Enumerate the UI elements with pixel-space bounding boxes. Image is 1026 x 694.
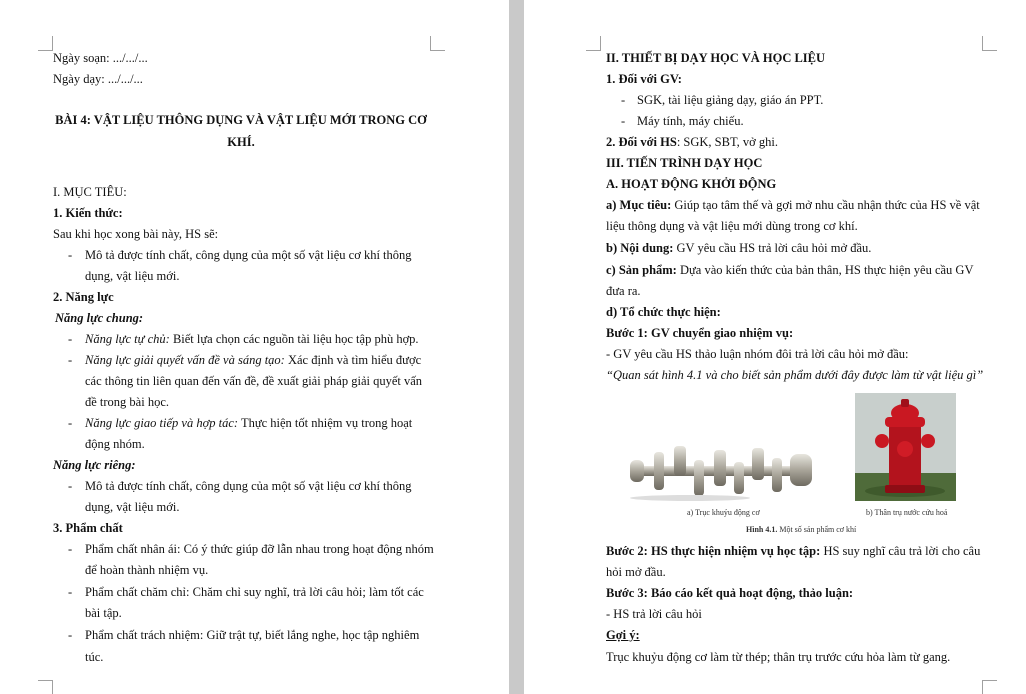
kien-thuc-item-cont: dụng, vật liệu mới.: [85, 269, 180, 283]
crop-mark: [430, 36, 445, 51]
buoc-2-text: HS suy nghĩ câu trả lời cho câu: [820, 544, 981, 558]
nlc-item-3-text: Thực hiện tốt nhiệm vụ trong hoạt: [238, 416, 413, 430]
quote-question: “Quan sát hình 4.1 và cho biết sản phẩm dưới đây được làm từ vật liệu gì”: [606, 368, 984, 382]
nlc-item-1: [85, 331, 419, 347]
bullet-dash: -: [68, 332, 73, 346]
doi-voi-hs-label: 2. Đối với HS: [606, 135, 677, 149]
heading-nang-luc-chung: Năng lực chung:: [55, 311, 144, 325]
nlr-item: Mô tả được tính chất, công dụng của một số vật liệu cơ khí thông: [85, 479, 412, 493]
bullet-dash: -: [68, 628, 73, 642]
bullet-dash: -: [68, 479, 73, 493]
nlc-item-3-label: Năng lực giao tiếp và hợp tác:: [85, 416, 239, 430]
kien-thuc-item: Mô tả được tính chất, công dụng của một số vật liệu cơ khí thông: [85, 248, 412, 262]
buoc-2-cont: hỏi mở đầu.: [606, 565, 666, 579]
nlc-item-1-label: Năng lực tự chủ:: [85, 332, 170, 346]
nlc-item-2-label: Năng lực giải quyết vấn đề và sáng tạo:: [85, 353, 285, 367]
san-pham-label: c) Sản phẩm:: [606, 263, 677, 277]
nlr-item-cont: dụng, vật liệu mới.: [85, 500, 180, 514]
nlc-item-3: [85, 415, 412, 431]
caption-crankshaft: a) Trục khuỷu động cơ: [687, 508, 760, 517]
bullet-dash: -: [68, 416, 73, 430]
crop-mark: [38, 36, 53, 51]
heading-to-chuc: d) Tổ chức thực hiện:: [606, 305, 721, 319]
san-pham-text: Dựa vào kiến thức của bản thân, HS thực hiện yêu cầu GV: [676, 263, 974, 277]
bullet-dash: -: [68, 585, 73, 599]
figure-caption: [746, 525, 856, 535]
pham-chat-item-1: Phẩm chất nhân ái: Có ý thức giúp đỡ lẫn nhau trong hoạt động nhóm: [85, 542, 434, 556]
heading-nang-luc: 2. Năng lực: [53, 290, 114, 304]
fire-hydrant-image: [855, 393, 956, 501]
pham-chat-item-3: Phẩm chất trách nhiệm: Giữ trật tự, biết lắng nghe, học tập nghiêm: [85, 628, 420, 642]
kien-thuc-intro: Sau khi học xong bài này, HS sẽ:: [53, 227, 219, 241]
nlc-item-2-cont: đề trong bài học.: [85, 395, 170, 409]
heading-buoc-1: Bước 1: GV chuyển giao nhiệm vụ:: [606, 326, 794, 340]
document-page-left: [0, 0, 509, 694]
bullet-dash: -: [68, 353, 73, 367]
muc-tieu: [606, 197, 980, 213]
nlc-item-1-text: Biết lựa chọn các nguồn tài liệu học tập phù hợp.: [169, 332, 419, 346]
noi-dung: [606, 240, 871, 256]
section-heading-thiet-bi: II. THIẾT BỊ DẠY HỌC VÀ HỌC LIỆU: [606, 51, 826, 65]
lesson-title-line1: BÀI 4: VẬT LIỆU THÔNG DỤNG VÀ VẬT LIỆU MỚI TRONG CƠ: [55, 113, 427, 127]
muc-tieu-label: a) Mục tiêu:: [606, 198, 672, 212]
crop-mark: [38, 680, 53, 694]
buoc-1-text: - GV yêu cầu HS thảo luận nhóm đôi trả lời câu hỏi mở đầu:: [606, 347, 909, 361]
nlc-item-3-cont: động nhóm.: [85, 437, 145, 451]
buoc-3-text: - HS trả lời câu hỏi: [606, 607, 702, 621]
pham-chat-item-3-cont: túc.: [85, 650, 104, 664]
heading-pham-chat: 3. Phẩm chất: [53, 521, 123, 535]
page-gutter: [509, 0, 524, 694]
nlc-item-2: [85, 352, 421, 368]
crop-mark: [982, 36, 997, 51]
buoc-2-label: Bước 2: HS thực hiện nhiệm vụ học tập:: [606, 544, 821, 558]
lesson-title-line2: KHÍ.: [227, 135, 255, 149]
figure-caption-label: Hình 4.1.: [746, 525, 778, 534]
bullet-dash: -: [621, 93, 626, 107]
heading-goi-y: Gợi ý:: [606, 628, 640, 642]
doi-voi-hs: [606, 134, 778, 150]
gv-item-1: SGK, tài liệu giảng dạy, giáo án PPT.: [637, 93, 824, 107]
heading-hoat-dong: A. HOẠT ĐỘNG KHỞI ĐỘNG: [606, 177, 777, 191]
gv-item-2: Máy tính, máy chiếu.: [637, 114, 744, 128]
crankshaft-image: [630, 440, 818, 502]
heading-kien-thuc: 1. Kiến thức:: [53, 206, 123, 220]
crop-mark: [982, 680, 997, 694]
bullet-dash: -: [68, 542, 73, 556]
muc-tieu-cont: liệu thông dụng và vật liệu mới dùng trong cơ khí.: [606, 219, 858, 233]
buoc-2: [606, 543, 980, 559]
caption-fire-hydrant: b) Thân trụ nước cứu hoả: [866, 508, 948, 517]
heading-buoc-3: Bước 3: Báo cáo kết quả hoạt động, thảo luận:: [606, 586, 854, 600]
noi-dung-text: GV yêu cầu HS trả lời câu hỏi mở đầu.: [673, 241, 872, 255]
ngay-day: Ngày dạy: .../.../...: [53, 72, 143, 86]
doi-voi-hs-text: : SGK, SBT, vở ghi.: [676, 135, 779, 149]
noi-dung-label: b) Nội dung:: [606, 241, 674, 255]
heading-doi-voi-gv: 1. Đối với GV:: [606, 72, 682, 86]
section-heading-tien-trinh: III. TIẾN TRÌNH DẠY HỌC: [606, 156, 763, 170]
figure-caption-text: Một số sản phẩm cơ khí: [777, 525, 857, 534]
san-pham: [606, 262, 973, 278]
bullet-dash: -: [621, 114, 626, 128]
goi-y-text: Trục khuỷu động cơ làm từ thép; thân trụ trước cứu hỏa làm từ gang.: [606, 650, 951, 664]
heading-nang-luc-rieng: Năng lực riêng:: [53, 458, 136, 472]
pham-chat-item-2-cont: bài tập.: [85, 606, 122, 620]
nlc-item-2-text: Xác định và tìm hiểu được: [284, 353, 422, 367]
bullet-dash: -: [68, 248, 73, 262]
pham-chat-item-2: Phẩm chất chăm chỉ: Chăm chỉ suy nghĩ, trả lời câu hỏi; làm tốt các: [85, 585, 424, 599]
nlc-item-2-cont: các thông tin liên quan đến vấn đề, đề xuất giải pháp giải quyết vấn: [85, 374, 423, 388]
section-heading-muc-tieu: I. MỤC TIÊU:: [53, 185, 127, 199]
document-page-right: [524, 0, 1026, 694]
muc-tieu-text: Giúp tạo tâm thế và gợi mở nhu cầu nhận thức của HS về vật: [671, 198, 980, 212]
san-pham-cont: đưa ra.: [606, 284, 641, 298]
crop-mark: [586, 36, 601, 51]
ngay-soan: Ngày soạn: .../.../...: [53, 51, 148, 65]
pham-chat-item-1-cont: để hoàn thành nhiệm vụ.: [85, 563, 209, 577]
